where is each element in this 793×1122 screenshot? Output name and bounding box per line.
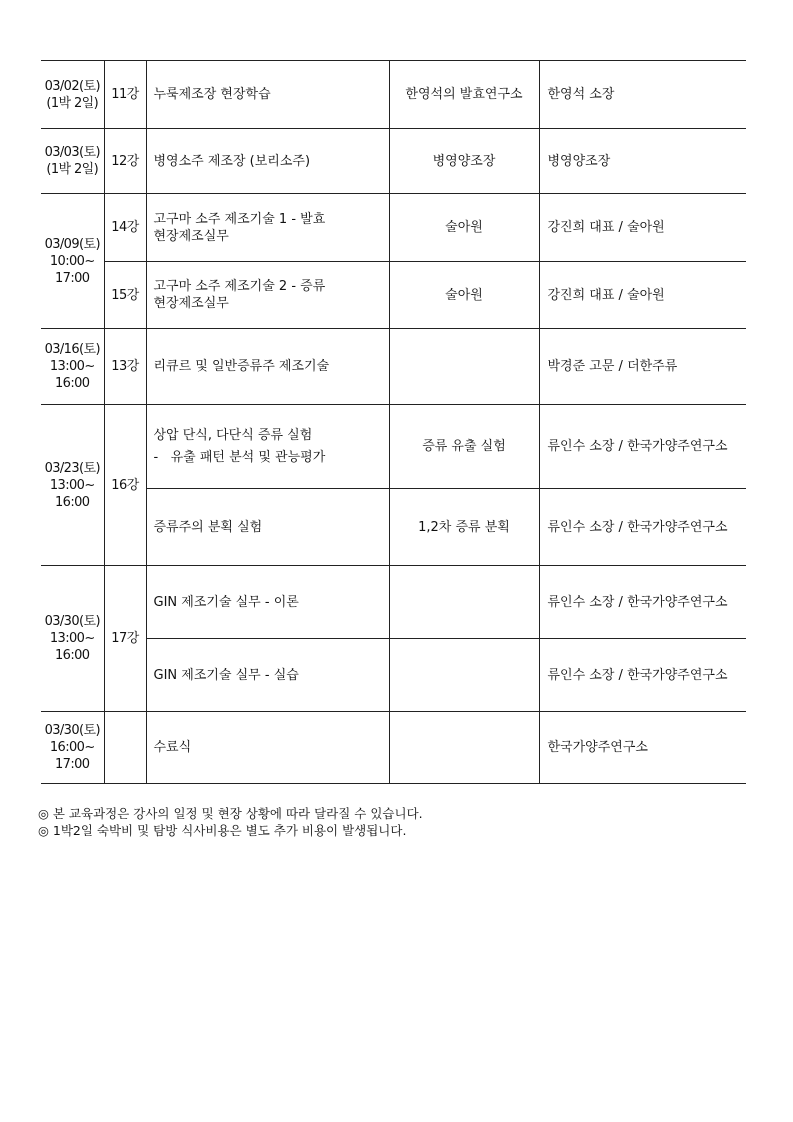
table-row — [41, 712, 746, 784]
lecture-topic: GIN 제조기술 실무 - 이론 — [146, 566, 389, 639]
lecture-place: 한영석의 발효연구소 — [389, 61, 539, 129]
session-date: 03/30(토) 16:00~ 17:00 — [41, 712, 104, 784]
session-date: 03/02(토) (1박 2일) — [41, 61, 104, 129]
lecture-number: 16강 — [104, 405, 146, 566]
lecture-number — [104, 712, 146, 784]
lecture-place — [389, 712, 539, 784]
lecture-topic: 고구마 소주 제조기술 2 - 증류 현장제조실무 — [146, 262, 389, 329]
lecture-number: 15강 — [104, 262, 146, 329]
lecturer: 한국가양주연구소 — [539, 712, 746, 784]
lecturer: 류인수 소장 / 한국가양주연구소 — [539, 405, 746, 489]
lecture-place: 병영양조장 — [389, 129, 539, 194]
lecture-place: 1,2차 증류 분획 — [389, 489, 539, 566]
session-date: 03/09(토) 10:00~ 17:00 — [41, 194, 104, 329]
note-line: ◎ 본 교육과정은 강사의 일정 및 현장 상황에 따라 달라질 수 있습니다. — [38, 806, 423, 821]
table-row — [41, 129, 746, 194]
lecturer: 강진희 대표 / 술아원 — [539, 262, 746, 329]
lecturer: 병영양조장 — [539, 129, 746, 194]
lecture-place — [389, 566, 539, 639]
session-date: 03/03(토) (1박 2일) — [41, 129, 104, 194]
lecture-number: 17강 — [104, 566, 146, 712]
table-row — [41, 489, 746, 566]
session-date: 03/23(토) 13:00~ 16:00 — [41, 405, 104, 566]
lecture-place: 증류 유출 실험 — [389, 405, 539, 489]
lecture-topic: 누룩제조장 현장학습 — [146, 61, 389, 129]
lecture-topic: 수료식 — [146, 712, 389, 784]
lecture-place: 술아원 — [389, 194, 539, 262]
lecture-place — [389, 639, 539, 712]
table-row — [41, 329, 746, 405]
lecture-number: 13강 — [104, 329, 146, 405]
lecturer: 박경준 고문 / 더한주류 — [539, 329, 746, 405]
lecture-number: 14강 — [104, 194, 146, 262]
lecturer: 한영석 소장 — [539, 61, 746, 129]
lecture-number: 12강 — [104, 129, 146, 194]
table-row — [41, 194, 746, 262]
lecture-topic: 병영소주 제조장 (보리소주) — [146, 129, 389, 194]
lecture-topic: 고구마 소주 제조기술 1 - 발효 현장제조실무 — [146, 194, 389, 262]
lecturer: 류인수 소장 / 한국가양주연구소 — [539, 566, 746, 639]
session-date: 03/16(토) 13:00~ 16:00 — [41, 329, 104, 405]
schedule-table — [41, 60, 746, 784]
notes — [38, 805, 423, 839]
lecture-topic: 증류주의 분획 실험 — [146, 489, 389, 566]
note-line: ◎ 1박2일 숙박비 및 탐방 식사비용은 별도 추가 비용이 발생됩니다. — [38, 823, 407, 838]
lecturer: 강진희 대표 / 술아원 — [539, 194, 746, 262]
table-row — [41, 405, 746, 489]
table-row — [41, 566, 746, 639]
table-row — [41, 262, 746, 329]
lecture-place — [389, 329, 539, 405]
table-row — [41, 61, 746, 129]
session-date: 03/30(토) 13:00~ 16:00 — [41, 566, 104, 712]
lecture-place: 술아원 — [389, 262, 539, 329]
lecture-topic: GIN 제조기술 실무 - 실습 — [146, 639, 389, 712]
lecturer: 류인수 소장 / 한국가양주연구소 — [539, 489, 746, 566]
lecture-topic: 리큐르 및 일반증류주 제조기술 — [146, 329, 389, 405]
lecturer: 류인수 소장 / 한국가양주연구소 — [539, 639, 746, 712]
lecture-number: 11강 — [104, 61, 146, 129]
lecture-topic: 상압 단식, 다단식 증류 실험 - 유출 패턴 분석 및 관능평가 — [146, 405, 389, 489]
table-row — [41, 639, 746, 712]
